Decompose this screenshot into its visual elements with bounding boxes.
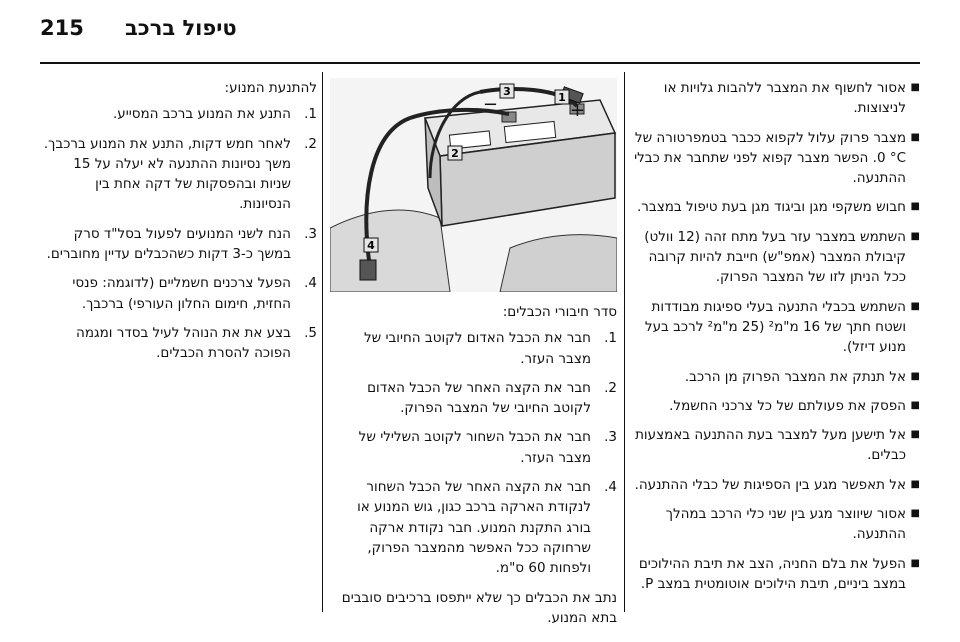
svg-text:2: 2 bbox=[451, 147, 459, 160]
list-item: 5. בצע את את הנוהל לעיל בסדר ומגמה הפוכה להסרת הכבלים. bbox=[76, 324, 317, 362]
list-item: 1. התנע את המנוע ברכב המסייע. bbox=[112, 106, 317, 123]
svg-text:−: − bbox=[482, 94, 498, 115]
list-item: 4. הפעל צרכנים חשמליים (לדוגמה: פנסי החזית, חימום החלון העורפי) ברכבך. bbox=[72, 275, 317, 312]
page-title: טיפול ברכב bbox=[125, 16, 237, 40]
list-item: ■ הפסק את פעולתם של כל צרכני החשמל. bbox=[632, 396, 920, 416]
start-steps bbox=[40, 104, 317, 363]
start-heading: להתנעת המנוע: bbox=[224, 80, 317, 96]
callout-4 bbox=[364, 238, 378, 252]
list-item: ■ אל תנתק את המצבר הפרוק מן הרכב. bbox=[632, 367, 920, 387]
list-item: ■ חבוש משקפי מגן וביגוד מגן בעת טיפול במצבר. bbox=[632, 197, 920, 217]
svg-text:4: 4 bbox=[367, 239, 375, 252]
list-item: 3. הנח לשני המנועים לפעול בסל"ד סרק במשך כ-3 דקות כשהכבלים עדיין מחוברים. bbox=[46, 225, 317, 263]
list-item: ■ אסור לחשוף את המצבר ללהבות גלויות או לניצוצות. bbox=[632, 78, 920, 119]
callout-1 bbox=[555, 90, 569, 104]
svg-text:+: + bbox=[569, 100, 585, 121]
list-item: 2. חבר את הקצה האחר של הכבל האדום לקוטב החיובי של המצבר הפרוק. bbox=[367, 379, 617, 417]
list-item: ■ אל תאפשר מגע בין הספיגות של כבלי ההתנעה. bbox=[632, 475, 920, 495]
callout-3 bbox=[500, 84, 514, 98]
column-divider bbox=[322, 72, 323, 612]
start-engine-column bbox=[40, 78, 317, 373]
list-item: 2. לאחר חמש דקות, התנע את המנוע ברכבך. משך נסיונות ההתנעה לא יעלה על 15 שניות ובהפסקות של דקה אחת בין הנסיונות. bbox=[43, 135, 317, 213]
list-item: 4. חבר את הקצה האחר של הכבל השחור לנקודת הארקה ברכב כגון, גוש המנוע או בורג התקנת המנוע. חבר נקודת ארקה שרחוקה ככל האפשר מהמצבר הפרוק, ולפחות 60 ס"מ. bbox=[357, 479, 617, 577]
list-item: ■ הפעל את בלם החניה, הצב את תיבת ההילוכים במצב ביניים, תיבת הילוכים אוטומטית במצב P. bbox=[632, 554, 920, 595]
list-item: 3. חבר את הכבל השחור לקוטב השלילי של מצבר העזר. bbox=[358, 429, 617, 466]
safety-column bbox=[632, 78, 920, 603]
connection-steps bbox=[330, 328, 617, 578]
list-item: 1. חבר את הכבל האדום לקוטב החיובי של מצבר העזר. bbox=[363, 330, 617, 367]
svg-text:1: 1 bbox=[558, 91, 566, 104]
battery-jump-illustration bbox=[330, 78, 617, 292]
routing-note: נתב את הכבלים כך שלא ייתפסו ברכיבים סובבים בתא המנוע. bbox=[341, 589, 617, 626]
page-header bbox=[40, 14, 920, 54]
list-item: ■ השתמש בכבלי התנעה בעלי ספיגות מבודדות ושטח חתך של 16 מ"מ² (25 מ"מ² לרכב בעל מנוע דיזל). bbox=[632, 297, 920, 358]
list-item: ■ אסור שיווצר מגע בין שני כלי הרכב במהלך ההתנעה. bbox=[632, 504, 920, 545]
list-item: ■ השתמש במצבר עזר בעל מתח זהה (12 וולט) קיבולת המצבר (אמפ"ש) חייבת להיות קרובה ככל הניתן לזו של המצבר הפרוק. bbox=[632, 227, 920, 288]
header-rule bbox=[40, 62, 920, 64]
svg-text:3: 3 bbox=[503, 85, 511, 98]
connection-column bbox=[330, 78, 617, 634]
page-number: 215 bbox=[40, 16, 84, 40]
safety-list bbox=[632, 78, 920, 594]
callout-2 bbox=[448, 146, 462, 160]
list-item: ■ אל תישען מעל למצבר בעת ההתנעה באמצעות כבלים. bbox=[632, 425, 920, 466]
connection-heading: סדר חיבורי הכבלים: bbox=[502, 304, 617, 320]
list-item: ■ מצבר פרוק עלול לקפוא ככבר בטמפרטורה של ‎0 °C‏. הפשר מצבר קפוא לפני שתחבר את כבלי ההתנעה. bbox=[632, 128, 920, 189]
column-divider bbox=[624, 72, 625, 612]
